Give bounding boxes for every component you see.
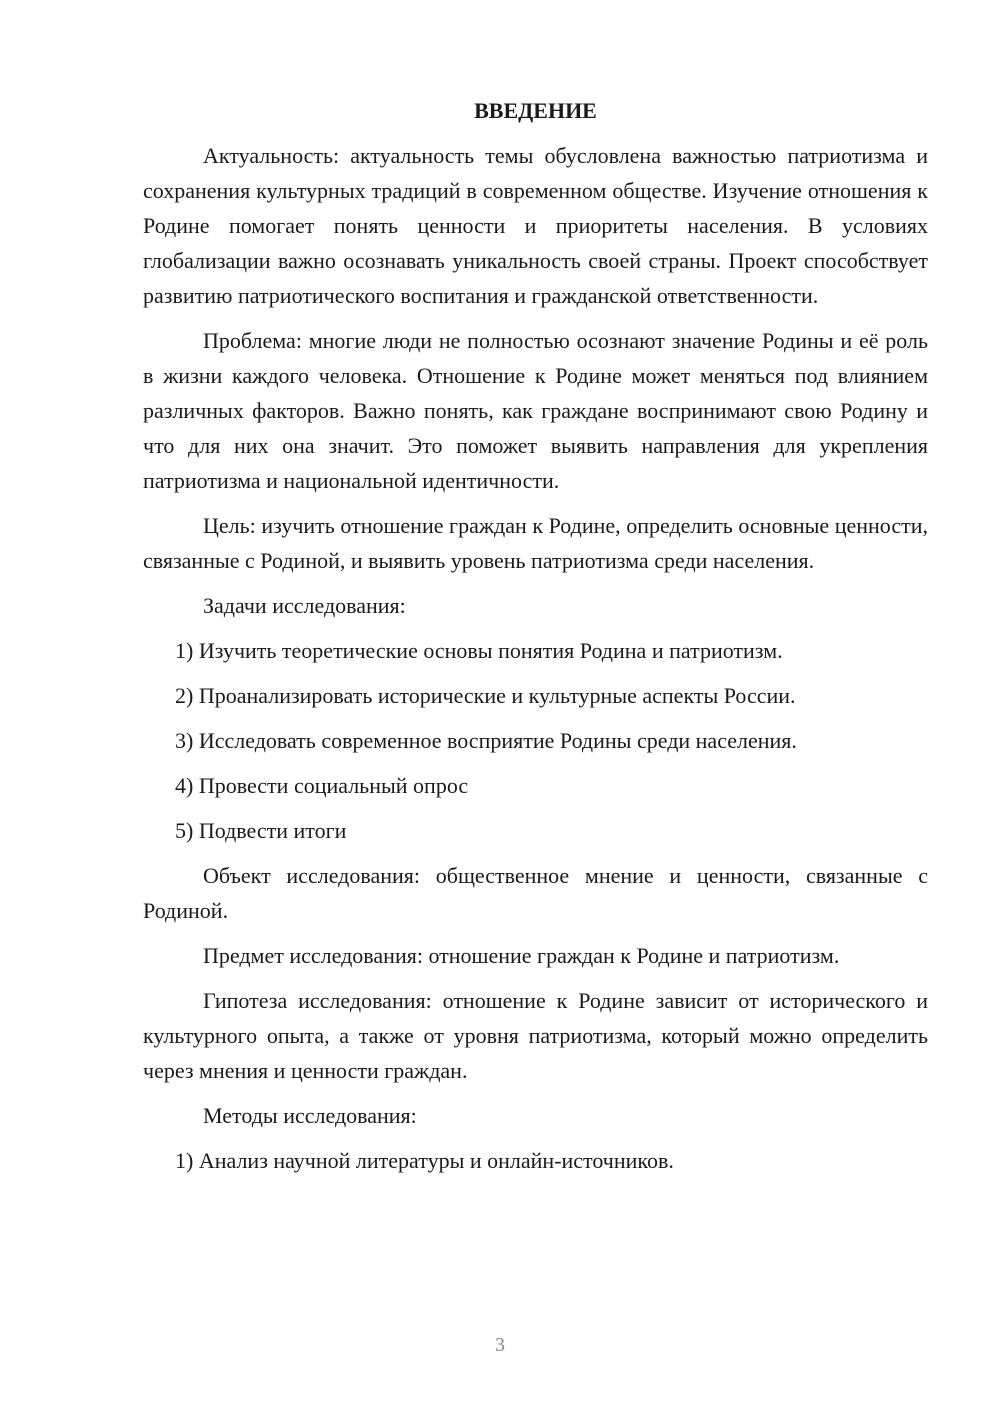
page-title: ВВЕДЕНИЕ	[474, 98, 597, 123]
methods-list	[143, 1143, 928, 1178]
paragraph-problem: Проблема: многие люди не полностью осознают значение Родины и её роль в жизни каждого человека. Отношение к Родине может меняться под влиянием различных факторов. Важно понять, как граждане воспринимают свою Родину и что для них она значит. Это поможет выявить направления для укрепления патриотизма и национальной идентичности.	[143, 328, 928, 493]
methods-heading: Методы исследования:	[203, 1103, 417, 1128]
page-number: 3	[495, 1334, 505, 1356]
tasks-list	[143, 633, 928, 848]
list-item: 1) Анализ научной литературы и онлайн-источников.	[175, 1148, 674, 1173]
list-item: 5) Подвести итоги	[175, 818, 347, 843]
list-item: 4) Провести социальный опрос	[175, 773, 469, 798]
paragraph-object: Объект исследования: общественное мнение и ценности, связанные с Родиной.	[143, 863, 928, 923]
paragraph-hypothesis: Гипотеза исследования: отношение к Родине зависит от исторического и культурного опыта, а также от уровня патриотизма, который можно определить через мнения и ценности граждан.	[143, 988, 928, 1083]
list-item: 2) Проанализировать исторические и культурные аспекты России.	[175, 683, 796, 708]
paragraph-relevance: Актуальность: актуальность темы обусловлена важностью патриотизма и сохранения культурных традиций в современном обществе. Изучение отношения к Родине помогает понять ценности и приоритеты населения. В условиях глобализации важно осознавать уникальность своей страны. Проект способствует развитию патриотического воспитания и гражданской ответственности.	[143, 143, 928, 308]
paragraph-subject: Предмет исследования: отношение граждан к Родине и патриотизм.	[203, 943, 840, 968]
paragraph-goal: Цель: изучить отношение граждан к Родине, определить основные ценности, связанные с Родиной, и выявить уровень патриотизма среди населения.	[143, 513, 928, 573]
list-item: 1) Изучить теоретические основы понятия Родина и патриотизм.	[175, 638, 783, 663]
list-item: 3) Исследовать современное восприятие Родины среди населения.	[175, 728, 797, 753]
tasks-heading: Задачи исследования:	[203, 593, 406, 618]
